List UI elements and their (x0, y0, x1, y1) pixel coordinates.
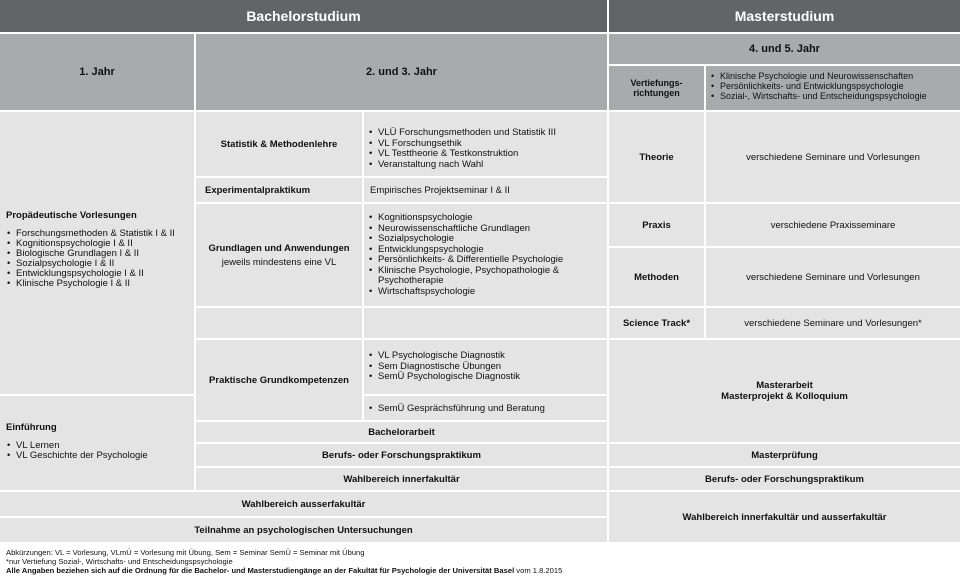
footnote-source-date: vom 1.8.2015 (514, 566, 563, 575)
bachelor-praktikum-label: Berufs- oder Forschungspraktikum (322, 449, 481, 461)
year23-header (196, 34, 607, 110)
footnote-source (6, 566, 946, 575)
master-praktikum-label: Berufs- oder Forschungspraktikum (705, 473, 864, 485)
list-item: • Sozialpsychologie I & II (6, 259, 188, 269)
einfuehrung-cell (0, 396, 194, 490)
master-header-label: Masterstudium (734, 7, 835, 24)
wahl-ausser-label: Wahlbereich ausserfakultär (241, 498, 366, 510)
list-item: • Kognitionspsychologie I & II (6, 239, 188, 249)
grundlagen-label: Grundlagen und Anwendungen (208, 242, 350, 254)
year23-label: 2. und 3. Jahr (366, 65, 437, 78)
bachelor-header (0, 0, 607, 32)
praktisch-list2-cell (364, 396, 607, 420)
science-text: verschiedene Seminare und Vorlesungen* (744, 317, 922, 329)
science-label: Science Track* (622, 317, 691, 329)
bachelorarbeit-label: Bachelorarbeit (368, 426, 435, 438)
propaedeutik-title: Propädeutische Vorlesungen (6, 210, 137, 221)
experimental-text-cell (364, 178, 607, 202)
grundlagen-sublabel: jeweils mindestens eine VL (221, 256, 337, 268)
vertiefung-list (710, 71, 956, 101)
grundlagen-list (368, 213, 577, 297)
list-item: • Sozial-, Wirtschafts- und Entscheidungspsychologie (710, 91, 956, 101)
list-item: • VL Forschungsethik (368, 139, 603, 150)
praktisch-list-cell (364, 340, 607, 394)
list-item: • Wirtschaftspsychologie (368, 287, 577, 298)
methoden-text-cell (706, 248, 960, 306)
footnote-abbreviations: Abkürzungen: VL = Vorlesung, VLmÜ = Vorlesung mit Übung, Sem = Seminar SemÜ = Seminar mit Übung (6, 548, 365, 557)
list-item: • VL Lernen (6, 441, 188, 451)
theorie-label: Theorie (639, 151, 674, 163)
praktisch-list (368, 351, 603, 383)
list-item: • VL Psychologische Diagnostik (368, 351, 603, 362)
list-item: • Sem Diagnostische Übungen (368, 362, 603, 373)
science-text-cell (706, 308, 960, 338)
footnote-source-bold: Alle Angaben beziehen sich auf die Ordnung für die Bachelor- und Masterstudiengänge an der Fakultät für Psychologie der Universität Basel (6, 566, 515, 575)
list-item: • Sozialpsychologie (368, 234, 577, 245)
list-item: • Entwicklungspsychologie (368, 245, 577, 256)
experimental-label-cell (196, 178, 362, 202)
list-item: • VLÜ Forschungsmethoden und Statistik III (368, 128, 603, 139)
teilnahme-label: Teilnahme an psychologischen Untersuchungen (194, 524, 413, 536)
list-item: • VL Testtheorie & Testkonstruktion (368, 149, 603, 160)
grundlagen-list-cell (364, 204, 607, 306)
bachelor-wahlbereich-cell (196, 468, 607, 490)
science-label-cell (609, 308, 704, 338)
methoden-label-cell (609, 248, 704, 306)
list-item: • Klinische Psychologie und Neurowissenschaften (710, 71, 956, 81)
praktisch-list2 (368, 403, 603, 414)
list-item: • Biologische Grundlagen I & II (6, 249, 188, 259)
einfuehrung-title: Einführung (6, 422, 57, 433)
statistik-label-cell (196, 112, 362, 176)
list-item: • Persönlichkeits- & Differentielle Psychologie (368, 255, 577, 266)
praxis-text: verschiedene Praxisseminare (770, 219, 896, 231)
footnotes (6, 548, 946, 575)
bachelorarbeit-cell (196, 422, 607, 442)
list-item: • Kognitionspsychologie (368, 213, 577, 224)
vertiefung-label-cell (609, 66, 704, 110)
methoden-label: Methoden (634, 271, 679, 283)
theorie-text-cell (706, 112, 960, 202)
list-item: • Veranstaltung nach Wahl (368, 160, 603, 171)
list-item: • Entwicklungspsychologie I & II (6, 269, 188, 279)
master-wahlbereich-label: Wahlbereich innerfakultär und ausserfakultär (682, 511, 887, 523)
einfuehrung-list (6, 441, 188, 461)
list-item: • Neurowissenschaftliche Grundlagen (368, 224, 577, 235)
teilnahme-cell (0, 518, 607, 542)
list-item: • VL Geschichte der Psychologie (6, 451, 188, 461)
empty-cell (196, 308, 362, 338)
praxis-label: Praxis (642, 219, 671, 231)
year45-header (609, 34, 960, 64)
master-praktikum-cell (609, 468, 960, 490)
footnote-asterisk: *nur Vertiefung Sozial-, Wirtschafts- und Entscheidungspsychologie (6, 557, 233, 566)
theorie-label-cell (609, 112, 704, 202)
praxis-label-cell (609, 204, 704, 246)
praktisch-label: Praktische Grundkompetenzen (209, 374, 349, 386)
master-header (609, 0, 960, 32)
master-wahlbereich-cell (609, 492, 960, 542)
praktisch-label-cell (196, 340, 362, 420)
list-item: • Klinische Psychologie, Psychopathologie & Psychotherapie (368, 266, 577, 287)
bachelor-header-label: Bachelorstudium (246, 7, 361, 24)
theorie-text: verschiedene Seminare und Vorlesungen (746, 151, 920, 163)
wahl-ausser-cell (0, 492, 607, 516)
statistik-list (368, 128, 603, 170)
year45-label: 4. und 5. Jahr (749, 42, 820, 55)
year1-header (0, 34, 194, 110)
list-item: • SemÜ Psychologische Diagnostik (368, 372, 603, 383)
propaedeutik-list (6, 229, 188, 289)
experimental-label: Experimentalpraktikum (205, 185, 311, 196)
vertiefung-label: Vertiefungs- richtungen (630, 78, 683, 98)
masterarbeit-label: Masterarbeit (756, 380, 813, 391)
propaedeutik-cell (0, 112, 194, 394)
bachelor-praktikum-cell (196, 444, 607, 466)
year1-label: 1. Jahr (79, 65, 115, 78)
list-item: • Klinische Psychologie I & II (6, 279, 188, 289)
statistik-list-cell (364, 112, 607, 176)
list-item: • Persönlichkeits- und Entwicklungspsychologie (710, 81, 956, 91)
experimental-text: Empirisches Projektseminar I & II (370, 185, 510, 196)
praxis-text-cell (706, 204, 960, 246)
vertiefung-list-cell (706, 66, 960, 110)
masterpruefung-label: Masterprüfung (751, 449, 818, 461)
masterpruefung-cell (609, 444, 960, 466)
masterarbeit-cell (609, 340, 960, 442)
empty-cell (364, 308, 607, 338)
masterprojekt-label: Masterprojekt & Kolloquium (721, 391, 848, 402)
methoden-text: verschiedene Seminare und Vorlesungen (746, 271, 920, 283)
list-item: • SemÜ Gesprächsführung und Beratung (368, 403, 603, 414)
list-item: • Forschungsmethoden & Statistik I & II (6, 229, 188, 239)
statistik-label: Statistik & Methodenlehre (220, 138, 338, 150)
grundlagen-label-cell (196, 204, 362, 306)
bachelor-wahlbereich-label: Wahlbereich innerfakultär (343, 473, 460, 485)
